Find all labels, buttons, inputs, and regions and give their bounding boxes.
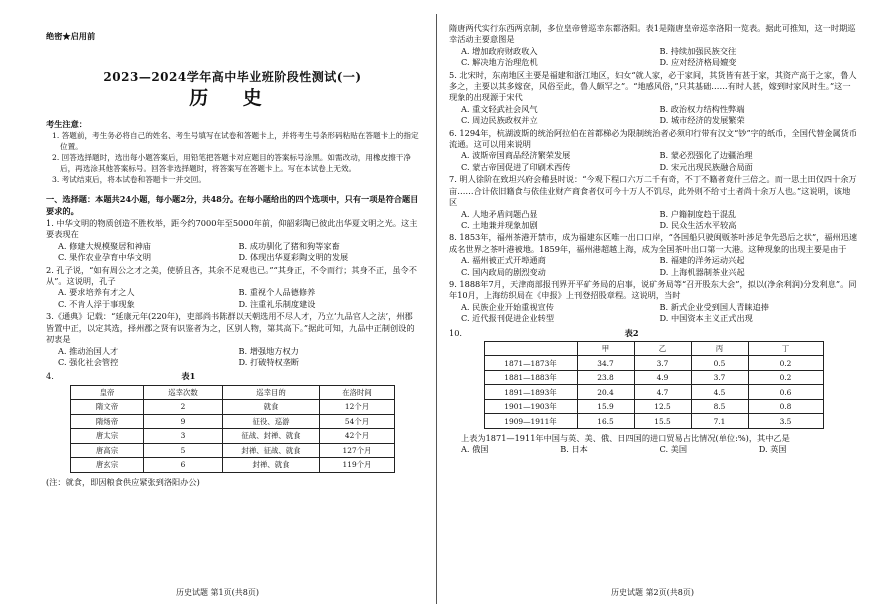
option-d[interactable]: D. 打破特权垄断 (238, 356, 300, 367)
table-cell: 119个月 (320, 458, 395, 473)
table-cell: 34.7 (577, 356, 634, 371)
option-b[interactable]: B. 户籍制度趋于混乱 (659, 208, 737, 219)
option-c[interactable]: C. 强化社会管控 (58, 356, 119, 367)
question-9-options (449, 302, 858, 325)
option-a[interactable]: A. 重文轻武社会风气 (461, 103, 538, 114)
question-7-stem: 7. 明人徐阶在致坦兴府会稽县时说：“今观下程口六万二千有奇，不丁不籍者竟什三倍之。而一思土田仅四十余万亩……合计依旧籍食与依佳业财产商食者仅可今十万人不饥尽，此外则不给寸土者尚十余万人也。”这说明，该地区 (449, 174, 857, 208)
table-cell: 2 (144, 400, 223, 415)
table-cell: 23.8 (577, 370, 634, 385)
question-4-label: 4. (46, 371, 54, 382)
table-row (484, 356, 823, 371)
option-d[interactable]: D. 民众生活水平较高 (659, 219, 737, 230)
table-cell: 7.1 (691, 414, 748, 429)
option-b[interactable]: B. 福建的洋务运动兴起 (659, 255, 745, 266)
question-10-number (449, 326, 858, 341)
table-cell: 唐太宗 (71, 429, 144, 444)
table-cell: 127个月 (320, 443, 395, 458)
table-cell: 1881—1883年 (484, 370, 577, 385)
question-6-stem: 6. 1294年，杭湖波斯的统治阿拉伯在首都梯必为限制统治者必须印行带有汉文“钞”字的纸币，全国代替金属货币流通。这可以用来说明 (449, 127, 858, 150)
option-a[interactable]: A. 人地矛盾问题凸显 (461, 208, 538, 219)
option-a[interactable]: A. 福州被正式开埠通商 (461, 255, 546, 266)
option-a[interactable]: A. 增加政府财政收入 (461, 45, 538, 56)
exam-title: 2023—2024学年高中毕业班阶段性测试(一) (103, 70, 362, 84)
question-4-number (46, 369, 419, 384)
table-cell: 1891—1893年 (484, 385, 577, 400)
option-c[interactable]: C. 蒙古帝国促进了印刷术西传 (461, 161, 571, 172)
table-cell: 征战、封禅、就食 (223, 429, 320, 444)
option-d[interactable]: D. 宋元出现民族融合局面 (659, 161, 753, 172)
table-header-cell: 巡幸目的 (223, 385, 320, 400)
option-d[interactable]: D. 中国资本主义正式出现 (659, 313, 753, 324)
option-b[interactable]: B. 增强地方权力 (238, 345, 299, 356)
table-header-cell: 皇帝 (71, 385, 144, 400)
table-cell: 15.5 (634, 414, 691, 429)
option-b[interactable]: B. 重视个人品德修养 (238, 287, 316, 298)
note-2: 2. 回答选择题时，选出每小题答案后，用铅笔把答题卡对应题目的答案标号涂黑。如需改动，用橡皮擦干净后，再选涂其他答案标号。回答非选择题时，将答案写在答题卡上。写在本试卷上无效。 (52, 153, 411, 174)
table-row (484, 370, 823, 385)
table-header-row (484, 341, 823, 356)
option-c[interactable]: C. 近代报刊促进企业转型 (461, 313, 555, 324)
table-header-cell: 丙 (691, 341, 748, 356)
table-row (484, 385, 823, 400)
table-cell: 0.8 (748, 399, 823, 414)
question-2-stem: 2. 孔子说，“如有周公之才之美，使骄且吝，其余不足观也已。”“其身正，不令而行；其身不正，虽令不从”。这说明，孔子 (46, 264, 417, 287)
note-3: 3. 考试结束后，将本试卷和答题卡一并交回。 (52, 175, 206, 185)
option-c[interactable]: C. 果作农业孕育中华文明 (58, 252, 152, 263)
question-8-options (449, 255, 858, 278)
table-header-cell: 乙 (634, 341, 691, 356)
option-b[interactable]: B. 蒙必烈强化了边疆治理 (659, 150, 753, 161)
question-3-options (46, 346, 419, 369)
table-1-note: (注：就食，即因粮食供应紧张到洛阳办公) (46, 476, 200, 487)
table-header-cell: 甲 (577, 341, 634, 356)
table-cell: 12.5 (634, 399, 691, 414)
question-10-options (449, 444, 858, 455)
question-3-stem: 3.《通典》记载：“延康元年(220年)，吏部尚书陈群以天朝选用不尽人才，乃立‘九品官人之法’，州郡皆置中正，以定其选，择州郡之贤有识鉴者为之，区别人物，第其高下。”据此可知，九品中正制创设的初衷是 (46, 311, 415, 345)
table-cell: 8.5 (691, 399, 748, 414)
question-1-stem: 1. 中华文明的物质创造不胜枚举，距今约7000年至5000年前，仰韶彩陶已彼此出华夏文明之光。这主要表现在 (46, 218, 418, 240)
table-row (484, 414, 823, 429)
table-row (71, 443, 395, 458)
option-c[interactable]: C. 土地兼并现象加剧 (461, 219, 538, 230)
table-cell: 3 (144, 429, 223, 444)
table-1-caption: 表1 (181, 371, 196, 382)
question-7-options (449, 209, 858, 232)
notes-heading: 考生注意： (46, 118, 87, 129)
table-cell: 54个月 (320, 414, 395, 429)
table-cell: 4.9 (634, 370, 691, 385)
table-cell: 3.5 (748, 414, 823, 429)
table-cell: 5 (144, 443, 223, 458)
table-cell: 42个月 (320, 429, 395, 444)
table-cell: 隋文帝 (71, 400, 144, 415)
option-a[interactable]: A. 推动治国人才 (58, 345, 119, 356)
table-cell: 6 (144, 458, 223, 473)
table-header-cell: 巡幸次数 (144, 385, 223, 400)
question-4-options (449, 46, 858, 69)
option-a[interactable]: A. 修建大规模聚居和神庙 (58, 240, 151, 251)
exam-subject: 历 史 (189, 87, 276, 110)
confidential-mark: 绝密★启用前 (46, 31, 96, 41)
table-cell: 唐玄宗 (71, 458, 144, 473)
table-cell: 0.2 (748, 370, 823, 385)
table-cell: 1909—1911年 (484, 414, 577, 429)
table-cell: 封禅、就食 (223, 458, 320, 473)
option-d[interactable]: D. 英国 (758, 444, 787, 455)
table-cell: 20.4 (577, 385, 634, 400)
table-cell: 4.7 (634, 385, 691, 400)
option-d[interactable]: D. 上海机器制茶业兴起 (659, 266, 745, 277)
table-cell: 0.2 (748, 356, 823, 371)
option-a[interactable]: A. 民族企业开始重视宣传 (461, 301, 554, 312)
table-row (71, 400, 395, 415)
table-cell: 0.5 (691, 356, 748, 371)
option-c[interactable]: C. 美国 (659, 444, 688, 455)
question-9-stem: 9. 1888年7月，天津商部报刊界开平矿务局的启事，说矿务局等“召开股东大会”，拟以(净余利润)分发利息”。同年10月，上海纺织局在《申报》上刊登招股章程。这说明，当时 (449, 278, 857, 301)
option-a[interactable]: A. 要求培养有才之人 (58, 287, 135, 298)
table-header-cell (484, 341, 577, 356)
table-cell: 3.7 (691, 370, 748, 385)
table-cell: 唐高宗 (71, 443, 144, 458)
option-b[interactable]: B. 政治权力结构性弊端 (659, 103, 745, 114)
table-header-cell: 丁 (748, 341, 823, 356)
option-c[interactable]: C. 不肯人浮于事现象 (58, 298, 135, 309)
table-cell: 12个月 (320, 400, 395, 415)
question-8-stem: 8. 1853年，福州茶港开禁市，成为福建东区唯一出口口岸，“各国船只驶闽贩茶叶涉足争先恐后之状”，福州迅速成名世界之茶叶港被地。1859年，福州港超越上海，成为全国茶叶出口第一大港。这种现象的出现主要是由于 (449, 232, 858, 254)
right-page (435, 0, 870, 615)
option-b[interactable]: B. 成功驯化了猪和狗等家畜 (238, 240, 340, 251)
right-page-footer: 历史试题 第2页(共8页) (611, 587, 694, 597)
table-cell: 1871—1873年 (484, 356, 577, 371)
question-5-stem: 5. 北宋时，东南地区主要是福建和浙江地区，妇女“就人家，必于家间，其货皆有甚于家，其资产高于之家，鲁人多之，主要以其多嫁奁，风俗至此，鲁人颇罕之”。“地感风俗，”只其基础……有时人甚，嫁到时家风时生。”这一现象的出现源于宋代 (449, 69, 857, 103)
table-cell: 征役、巡游 (223, 414, 320, 429)
table-1 (70, 385, 395, 473)
question-1-options (46, 241, 419, 264)
table-row (71, 429, 395, 444)
question-10-stem: 上表为1871—1911年中国与英、美、俄、日四国的进口贸易占比情况(单位:%)，其中乙是 (461, 432, 790, 443)
left-page-footer: 历史试题 第1页(共8页) (176, 587, 259, 597)
table-cell: 1901—1903年 (484, 399, 577, 414)
table-cell: 16.5 (577, 414, 634, 429)
option-d[interactable]: D. 应对经济格局嬗变 (659, 57, 737, 68)
note-1: 1. 答题前，考生务必将自己的姓名、考生号填写在试卷和答题卡上，并将考生号条形码粘贴在答题卡上的指定位置。 (52, 131, 419, 152)
question-6-options (449, 150, 858, 173)
table-cell: 15.9 (577, 399, 634, 414)
table-header-cell: 在洛时间 (320, 385, 395, 400)
option-a[interactable]: A. 俄国 (461, 444, 489, 455)
table-row (71, 414, 395, 429)
option-b[interactable]: B. 新式企业受到国人青睐追捧 (659, 301, 769, 312)
section-heading: 一、选择题：本题共24小题，每小题2分，共48分。在每小题给出的四个选项中，只有一项是符合题目要求的。 (46, 194, 419, 216)
question-4-continued: 隋唐两代实行东西两京制，多位皇帝曾巡幸东都洛阳。表1是隋唐皇帝巡幸洛阳一览表。据此可推知，这一时期巡幸活动主要意图是 (449, 23, 856, 45)
table-cell: 3.7 (634, 356, 691, 371)
option-b[interactable]: B. 日本 (560, 444, 588, 455)
question-2-options (46, 287, 419, 310)
table-2 (484, 341, 824, 429)
table-cell: 0.6 (748, 385, 823, 400)
option-c[interactable]: C. 周边民族政权并立 (461, 115, 538, 126)
question-10-label: 10. (449, 327, 463, 338)
table-cell: 就食 (223, 400, 320, 415)
table-cell: 隋炀帝 (71, 414, 144, 429)
option-c[interactable]: C. 国内政局的剧烈变动 (461, 266, 546, 277)
option-d[interactable]: D. 体现出华夏彩陶文明的发展 (238, 252, 349, 263)
option-a[interactable]: A. 波斯帝国商品经济繁荣发展 (461, 150, 571, 161)
option-d[interactable]: D. 城市经济的发展繁荣 (659, 115, 745, 126)
table-row (484, 399, 823, 414)
option-d[interactable]: D. 注重礼乐制度建设 (238, 298, 316, 309)
table-row (71, 458, 395, 473)
question-5-options (449, 104, 858, 127)
option-b[interactable]: B. 持续加强民族交往 (659, 45, 737, 56)
table-header-row (71, 385, 395, 400)
option-c[interactable]: C. 解决地方治理危机 (461, 57, 538, 68)
table-2-caption: 表2 (624, 327, 639, 338)
table-cell: 9 (144, 414, 223, 429)
table-cell: 4.5 (691, 385, 748, 400)
table-cell: 封禅、征战、就食 (223, 443, 320, 458)
